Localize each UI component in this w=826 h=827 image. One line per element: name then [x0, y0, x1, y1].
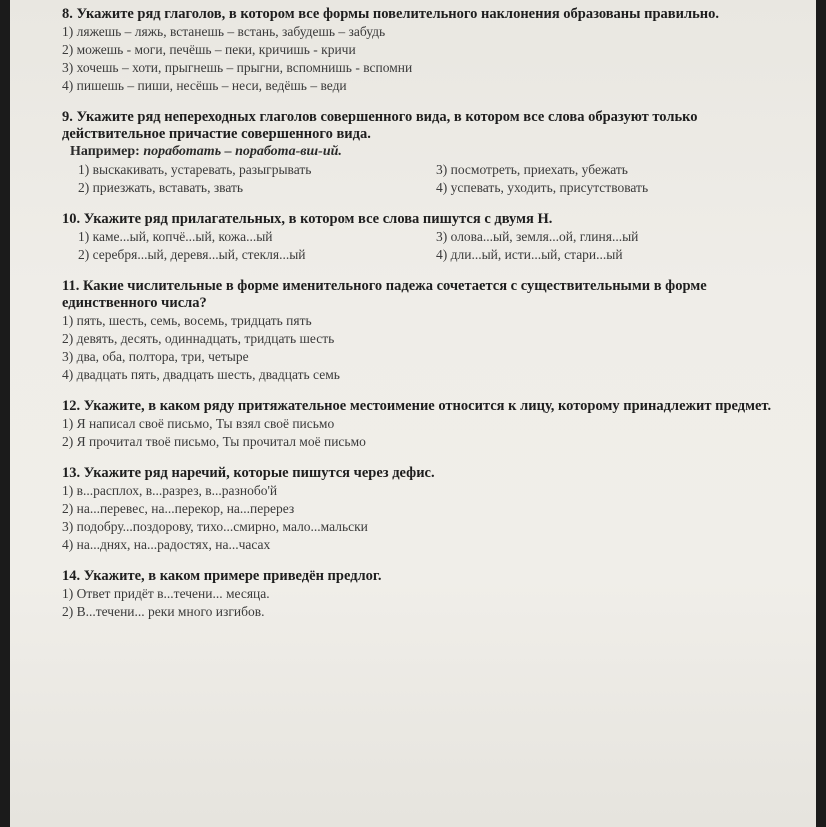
answer-option: 3) олова...ый, земля...ой, глиня...ый — [436, 229, 639, 244]
options-grid — [78, 161, 782, 197]
example-word: поработать – поработа-вш-ий. — [143, 144, 342, 159]
answer-option: 1) Ответ придёт в...течени... месяца. — [62, 586, 270, 601]
answer-option: 1) каме...ый, копчё...ый, кожа...ый — [78, 229, 273, 244]
answer-option: 2) можешь - моги, печёшь – пеки, кричишь - кричи — [62, 42, 356, 57]
question-8 — [62, 6, 782, 95]
answer-option: 3) посмотреть, приехать, убежать — [436, 162, 628, 177]
question-13 — [62, 465, 782, 554]
answer-option: 3) подобру...поздорову, тихо...смирно, мало...мальски — [62, 519, 368, 534]
answer-option: 1) в...расплох, в...разрез, в...разнобо'й — [62, 483, 278, 498]
answer-option: 1) пять, шесть, семь, восемь, тридцать пять — [62, 313, 312, 328]
answer-option: 3) хочешь – хоти, прыгнешь – прыгни, вспомнишь - вспомни — [62, 60, 413, 75]
question-10 — [62, 211, 782, 264]
answer-option: 4) на...днях, на...радостях, на...часах — [62, 537, 271, 552]
answer-option: 2) приезжать, вставать, звать — [78, 180, 244, 195]
answer-option: 2) на...перевес, на...перекор, на...перерез — [62, 501, 295, 516]
answer-option: 1) ляжешь – ляжь, встанешь – встань, забудешь – забудь — [62, 24, 386, 39]
question-title: 14. Укажите, в каком примере приведён предлог. — [62, 568, 382, 584]
question-title: 13. Укажите ряд наречий, которые пишутся через дефис. — [62, 465, 435, 481]
worksheet-content — [62, 6, 782, 635]
answer-option: 2) девять, десять, одиннадцать, тридцать шесть — [62, 331, 335, 346]
question-title: 8. Укажите ряд глаголов, в котором все формы повелительного наклонения образованы правильно. — [62, 6, 719, 22]
worksheet-page — [10, 0, 816, 827]
answer-option: 1) Я написал своё письмо, Ты взял своё письмо — [62, 416, 335, 431]
answer-option: 1) выскакивать, устаревать, разыгрывать — [78, 162, 312, 177]
example-line — [70, 143, 782, 161]
question-title: 11. Какие числительные в форме именительного падежа сочетается с существительными в форме единственного числа? — [62, 278, 707, 311]
answer-option: 4) дли...ый, исти...ый, стари...ый — [436, 247, 623, 262]
answer-option: 2) В...течени... реки много изгибов. — [62, 604, 265, 619]
answer-option: 4) двадцать пять, двадцать шесть, двадцать семь — [62, 367, 340, 382]
answer-option: 2) Я прочитал твоё письмо, Ты прочитал моё письмо — [62, 434, 366, 449]
answer-option: 4) пишешь – пиши, несёшь – неси, ведёшь – веди — [62, 78, 347, 93]
example-label: Например: — [70, 144, 140, 159]
options-grid — [78, 228, 782, 264]
question-14 — [62, 568, 782, 621]
question-12 — [62, 398, 782, 451]
question-title: 12. Укажите, в каком ряду притяжательное местоимение относится к лицу, которому принадлежит предмет. — [62, 398, 772, 414]
question-title: 9. Укажите ряд непереходных глаголов совершенного вида, в котором все слова образуют только действительное причастие совершенного вида. — [62, 109, 698, 142]
question-title: 10. Укажите ряд прилагательных, в котором все слова пишутся с двумя Н. — [62, 211, 553, 227]
question-11 — [62, 278, 782, 384]
answer-option: 3) два, оба, полтора, три, четыре — [62, 349, 249, 364]
question-9 — [62, 109, 782, 197]
answer-option: 2) серебря...ый, деревя...ый, стекля...ый — [78, 247, 306, 262]
answer-option: 4) успевать, уходить, присутствовать — [436, 180, 649, 195]
